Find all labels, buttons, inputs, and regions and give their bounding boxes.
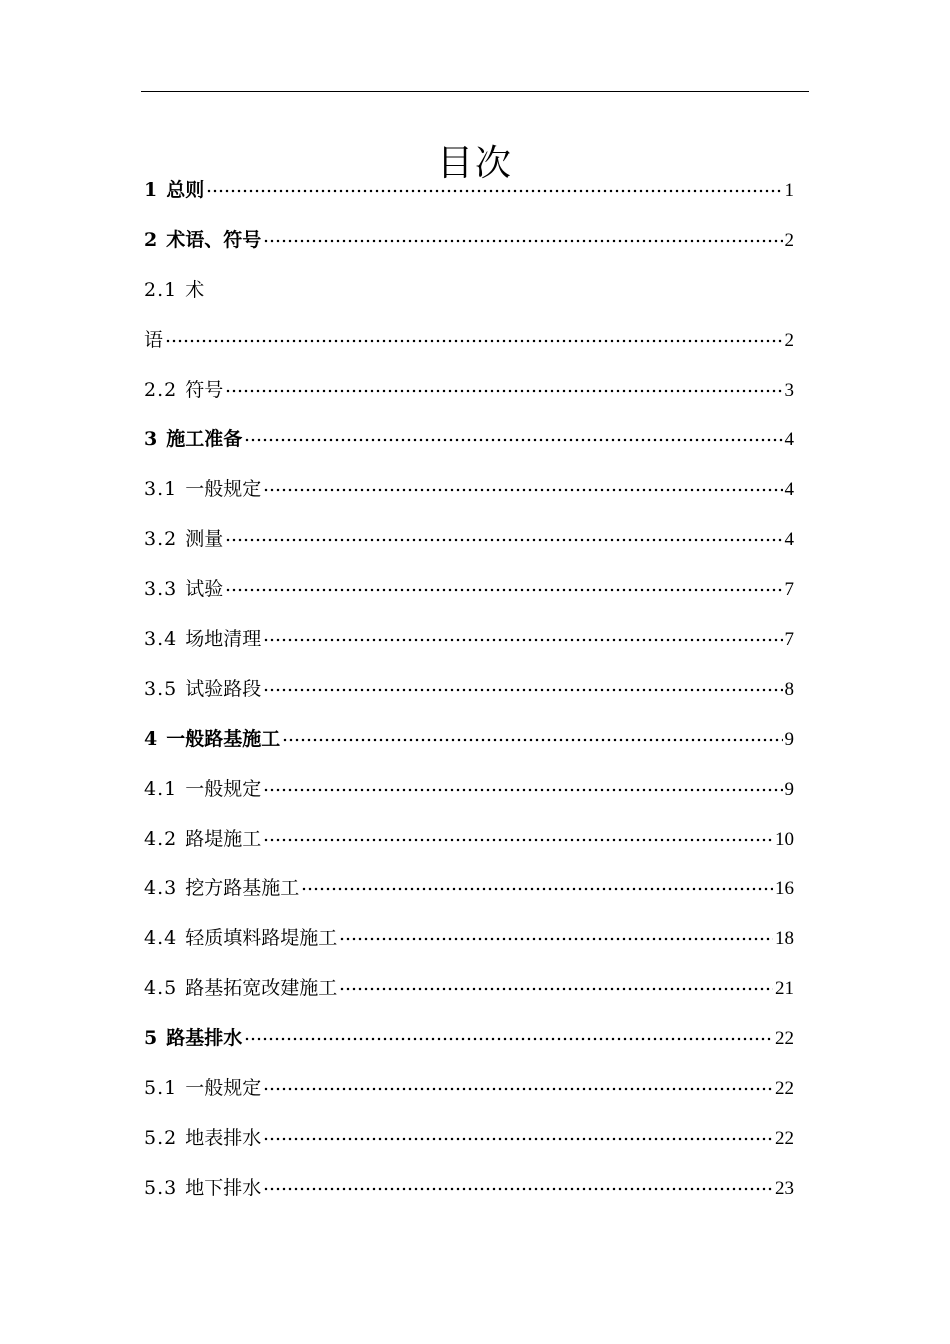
toc-entry-number: 5: [144, 1027, 159, 1050]
toc-entry-text: 路堤施工: [185, 827, 262, 850]
toc-entry-wrap-line: [144, 268, 794, 318]
toc-entry-text: 符号: [185, 378, 224, 401]
toc-entry-text: 总则: [166, 179, 205, 201]
toc-entry-page-number: 7: [784, 579, 794, 601]
toc-list: [144, 168, 794, 1216]
dot-leader: [225, 586, 782, 594]
dot-leader: [225, 387, 782, 395]
dot-leader: [165, 337, 782, 345]
toc-entry-text: 路基拓宽改建施工: [185, 977, 338, 1000]
toc-entry-label: [144, 717, 280, 761]
toc-entry-page-number: 3: [784, 379, 794, 401]
toc-entry-page-number: 8: [784, 678, 794, 700]
toc-entry-text: 测量: [185, 528, 224, 551]
toc-entry-page-number: 22: [775, 1078, 794, 1100]
toc-entry-label: [144, 667, 261, 711]
toc-entry-number: 4.4: [144, 927, 178, 950]
toc-entry[interactable]: [144, 817, 794, 867]
toc-entry-page-number: 23: [775, 1177, 794, 1199]
toc-entry-label: [144, 617, 261, 661]
toc-entry[interactable]: [144, 866, 794, 916]
dot-leader: [263, 686, 782, 694]
toc-entry-label: [144, 168, 204, 212]
dot-leader: [339, 985, 773, 993]
toc-entry-text: 挖方路基施工: [185, 877, 300, 900]
toc-entry[interactable]: [144, 767, 794, 817]
toc-entry-label: [144, 866, 299, 910]
toc-entry-text-first-line: 术: [185, 278, 205, 301]
toc-entry-label: [144, 1166, 261, 1210]
toc-entry-text: 试验路段: [185, 677, 262, 700]
toc-entry-label: [144, 1116, 261, 1160]
toc-entry-label: [144, 817, 261, 861]
toc-entry-page-number: 22: [775, 1127, 794, 1149]
toc-entry[interactable]: [144, 318, 794, 368]
toc-entry-page-number: 4: [784, 429, 794, 451]
dot-leader: [263, 486, 782, 494]
toc-entry[interactable]: [144, 916, 794, 966]
dot-leader: [301, 885, 773, 893]
toc-entry-label: [144, 368, 223, 412]
dot-leader: [263, 636, 782, 644]
toc-entry[interactable]: [144, 218, 794, 268]
toc-entry-page-number: 4: [784, 479, 794, 501]
toc-entry[interactable]: [144, 1166, 794, 1216]
toc-entry-page-number: 22: [775, 1028, 794, 1050]
toc-entry-label: [144, 916, 337, 960]
toc-entry[interactable]: [144, 667, 794, 717]
toc-entry-number: 3: [144, 428, 159, 451]
toc-entry-text: 一般规定: [185, 1077, 262, 1100]
toc-entry-text: 术语、符号: [166, 228, 262, 251]
toc-entry-page-number: 2: [784, 229, 794, 251]
toc-entry-label: [144, 567, 223, 611]
dot-leader: [263, 1135, 773, 1143]
toc-entry[interactable]: [144, 1016, 794, 1066]
toc-entry-number: 3.1: [144, 478, 178, 501]
toc-entry-number: 3.4: [144, 628, 178, 651]
dot-leader: [225, 536, 782, 544]
dot-leader: [244, 1035, 773, 1043]
dot-leader: [244, 436, 782, 444]
toc-entry[interactable]: [144, 517, 794, 567]
toc-entry-page-number: 9: [784, 778, 794, 800]
toc-entry-text: 路基排水: [166, 1027, 243, 1050]
toc-entry-page-number: 4: [784, 529, 794, 551]
toc-entry-number: 4.1: [144, 777, 178, 800]
toc-entry-page-number: 10: [775, 828, 794, 850]
toc-entry[interactable]: [144, 1116, 794, 1166]
toc-entry-label: [144, 767, 261, 811]
toc-entry-text: 地下排水: [185, 1176, 262, 1199]
toc-entry-page-number: 16: [775, 878, 794, 900]
toc-entry-page-number: 21: [775, 978, 794, 1000]
toc-entry-label: [144, 517, 223, 561]
dot-leader: [339, 935, 773, 943]
toc-entry-label: [144, 1016, 242, 1060]
toc-entry-label: [144, 467, 261, 511]
toc-entry-text: 轻质填料路堤施工: [185, 927, 338, 950]
toc-entry-text: 施工准备: [166, 428, 243, 451]
toc-entry[interactable]: [144, 1066, 794, 1116]
toc-entry-number: 4.5: [144, 977, 178, 1000]
toc-entry-page-number: 1: [784, 180, 794, 201]
dot-leader: [282, 736, 782, 744]
dot-leader: [263, 237, 782, 245]
toc-entry-page-number: 18: [775, 928, 794, 950]
toc-entry-page-number: 9: [784, 728, 794, 750]
toc-entry-number: 2.1: [144, 278, 178, 301]
toc-entry-number: 5.1: [144, 1077, 178, 1100]
toc-entry-label: [144, 318, 163, 362]
toc-entry[interactable]: [144, 717, 794, 767]
toc-entry[interactable]: [144, 168, 794, 218]
toc-entry-number: 3.2: [144, 528, 178, 551]
toc-entry-text: 一般规定: [185, 478, 262, 501]
toc-entry-number: 2.2: [144, 378, 178, 401]
toc-entry-label: [144, 218, 261, 262]
toc-entry-number: 4: [144, 727, 159, 750]
header-rule: [141, 91, 809, 92]
toc-entry-page-number: 7: [784, 629, 794, 651]
toc-entry[interactable]: [144, 368, 794, 418]
toc-entry[interactable]: [144, 467, 794, 517]
dot-leader: [206, 187, 782, 195]
toc-entry-number: 3.3: [144, 578, 178, 601]
toc-entry-text: 试验: [185, 578, 224, 601]
dot-leader: [263, 1085, 773, 1093]
dot-leader: [263, 1185, 773, 1193]
toc-entry[interactable]: [144, 966, 794, 1016]
toc-entry-number: 3.5: [144, 677, 178, 700]
toc-entry[interactable]: [144, 417, 794, 467]
toc-entry-number: 4.2: [144, 827, 178, 850]
toc-entry[interactable]: [144, 617, 794, 667]
toc-entry-number: 1: [144, 179, 159, 201]
toc-entry-page-number: 2: [784, 329, 794, 351]
dot-leader: [263, 836, 773, 844]
toc-title: 目次: [436, 143, 513, 185]
toc-entry-text: 一般规定: [185, 777, 262, 800]
toc-entry-text: 地表排水: [185, 1126, 262, 1149]
toc-entry-number: 5.2: [144, 1126, 178, 1149]
toc-entry-number: 2: [144, 228, 159, 251]
toc-entry-label: [144, 1066, 261, 1110]
toc-entry-text: 场地清理: [185, 628, 262, 651]
toc-entry-number: 4.3: [144, 877, 178, 900]
dot-leader: [263, 786, 782, 794]
toc-entry-text: 一般路基施工: [166, 727, 281, 750]
toc-entry-number: 5.3: [144, 1176, 178, 1199]
toc-entry-label: [144, 417, 242, 461]
toc-entry-text: 语: [144, 328, 164, 351]
toc-entry[interactable]: [144, 567, 794, 617]
toc-entry-label: [144, 966, 337, 1010]
